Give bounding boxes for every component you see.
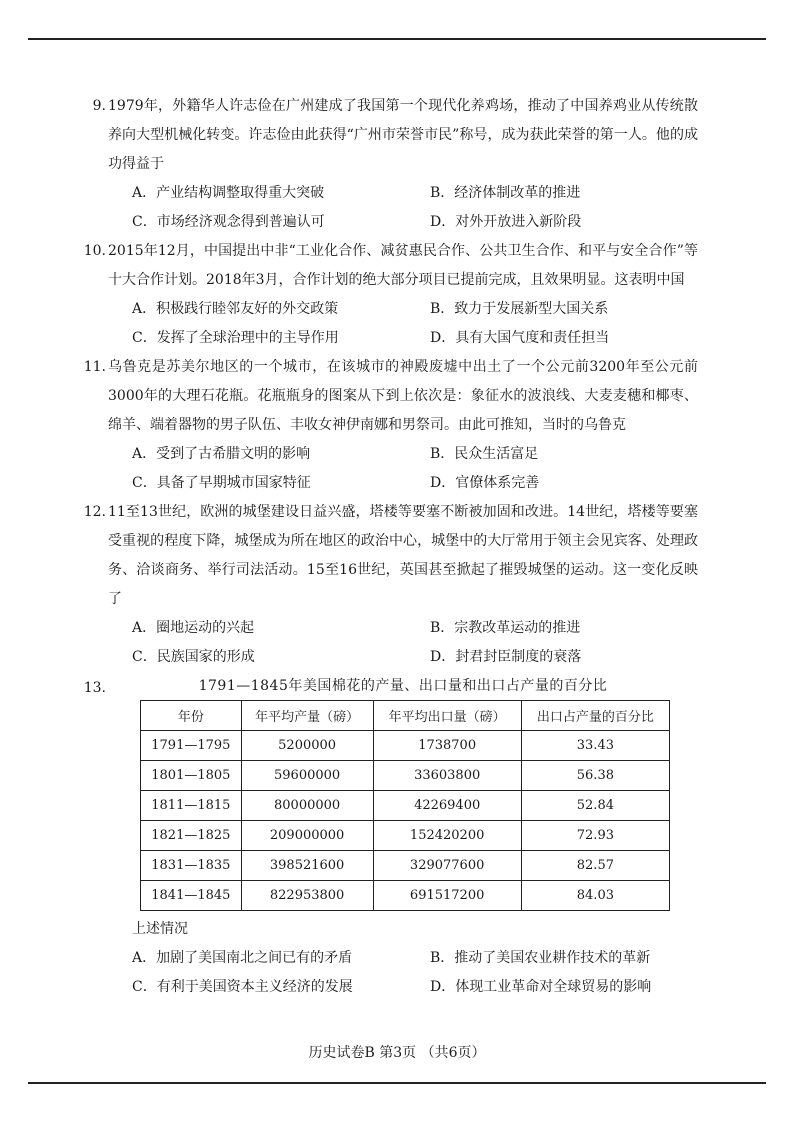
cell-percent: 82.57 — [521, 851, 669, 881]
question-10 — [83, 237, 698, 295]
question-11 — [83, 353, 698, 440]
table-row — [141, 791, 670, 821]
option-a[interactable]: A．产业结构调整取得重大突破 — [132, 185, 325, 201]
question-10-options — [132, 295, 698, 353]
cotton-table — [140, 700, 670, 911]
option-a[interactable]: A．受到了古希腊文明的影响 — [132, 446, 311, 462]
option-c[interactable]: C．市场经济观念得到普遍认可 — [132, 214, 325, 230]
option-a[interactable]: A．积极践行睦邻友好的外交政策 — [132, 301, 339, 317]
header-production: 年平均产量（磅） — [241, 701, 373, 731]
table-header-row — [141, 701, 670, 731]
header-year: 年份 — [141, 701, 242, 731]
option-b[interactable]: B．民众生活富足 — [430, 446, 539, 462]
question-12-options — [132, 614, 698, 672]
option-d[interactable]: D．官僚体系完善 — [430, 475, 540, 491]
cell-export: 691517200 — [373, 881, 521, 911]
option-c[interactable]: C．发挥了全球治理中的主导作用 — [132, 330, 339, 346]
question-12 — [83, 498, 698, 614]
question-stem: 乌鲁克是苏美尔地区的一个城市，在该城市的神殿废墟中出土了一个公元前3200年至公元前3000年的大理石花瓶。花瓶瓶身的图案从下到上依次是：象征水的波浪线、大麦麦穗和椰枣、绵羊、端着器物的男子队伍、丰收女神伊南娜和男祭司。由此可推知，当时的乌鲁克 — [108, 359, 698, 433]
question-13-options — [132, 944, 698, 1002]
cell-percent: 56.38 — [521, 761, 669, 791]
header-export: 年平均出口量（磅） — [373, 701, 521, 731]
option-b[interactable]: B．宗教改革运动的推进 — [430, 620, 581, 636]
question-number: 9. — [92, 98, 106, 114]
option-d[interactable]: D．封君封臣制度的衰落 — [430, 649, 582, 665]
cell-production: 822953800 — [241, 881, 373, 911]
table-row — [141, 821, 670, 851]
cell-percent: 72.93 — [521, 821, 669, 851]
option-d[interactable]: D．体现工业革命对全球贸易的影响 — [430, 979, 652, 995]
option-c[interactable]: C．有利于美国资本主义经济的发展 — [132, 979, 353, 995]
option-c[interactable]: C．民族国家的形成 — [132, 649, 255, 665]
header-percent: 出口占产量的百分比 — [521, 701, 669, 731]
cell-year: 1831—1835 — [141, 851, 242, 881]
cell-export: 42269400 — [373, 791, 521, 821]
cell-year: 1791—1795 — [141, 731, 242, 761]
question-9 — [92, 92, 698, 179]
question-number: 11. — [83, 359, 106, 375]
question-13 — [83, 674, 698, 698]
option-a[interactable]: A．圈地运动的兴起 — [132, 620, 255, 636]
table-row — [141, 881, 670, 911]
cell-year: 1811—1815 — [141, 791, 242, 821]
question-13-prompt: 上述情况 — [132, 921, 188, 937]
cell-production: 5200000 — [241, 731, 373, 761]
bottom-rule — [28, 1082, 766, 1084]
cell-year: 1801—1805 — [141, 761, 242, 791]
page-footer: 历史试卷B 第3页 （共6页） — [308, 1045, 486, 1061]
cell-export: 152420200 — [373, 821, 521, 851]
table-row — [141, 761, 670, 791]
question-number: 13. — [83, 680, 106, 696]
cell-production: 59600000 — [241, 761, 373, 791]
option-b[interactable]: B．致力于发展新型大国关系 — [430, 301, 609, 317]
table-row — [141, 731, 670, 761]
table-row — [141, 851, 670, 881]
question-stem: 11至13世纪，欧洲的城堡建设日益兴盛，塔楼等要塞不断被加固和改进。14世纪，塔楼等要塞受重视的程度下降，城堡成为所在地区的政治中心，城堡中的大厅常用于领主会见宾客、处理政务、洽谈商务、举行司法活动。15至16世纪，英国甚至掀起了摧毁城堡的运动。这一变化反映了 — [108, 504, 698, 607]
cell-percent: 84.03 — [521, 881, 669, 911]
exam-content — [83, 92, 698, 1002]
cell-export: 33603800 — [373, 761, 521, 791]
question-11-options — [132, 440, 698, 498]
question-stem: 2015年12月，中国提出中非“工业化合作、减贫惠民合作、公共卫生合作、和平与安全合作”等十大合作计划。2018年3月，合作计划的绝大部分项目已提前完成，且效果明显。这表明中国 — [108, 243, 698, 288]
cell-production: 209000000 — [241, 821, 373, 851]
question-number: 10. — [83, 243, 106, 259]
option-d[interactable]: D．对外开放进入新阶段 — [430, 214, 582, 230]
cell-year: 1821—1825 — [141, 821, 242, 851]
option-a[interactable]: A．加剧了美国南北之间已有的矛盾 — [132, 950, 353, 966]
cell-percent: 33.43 — [521, 731, 669, 761]
cell-year: 1841—1845 — [141, 881, 242, 911]
cell-percent: 52.84 — [521, 791, 669, 821]
table-title: 1791—1845年美国棉花的产量、出口量和出口占产量的百分比 — [198, 678, 608, 694]
option-b[interactable]: B．经济体制改革的推进 — [430, 185, 581, 201]
option-d[interactable]: D．具有大国气度和责任担当 — [430, 330, 610, 346]
cell-export: 329077600 — [373, 851, 521, 881]
question-number: 12. — [83, 504, 106, 520]
cell-production: 398521600 — [241, 851, 373, 881]
top-rule — [28, 38, 766, 40]
option-c[interactable]: C．具备了早期城市国家特征 — [132, 475, 311, 491]
option-b[interactable]: B．推动了美国农业耕作技术的革新 — [430, 950, 651, 966]
cell-export: 1738700 — [373, 731, 521, 761]
question-9-options — [132, 179, 698, 237]
cell-production: 80000000 — [241, 791, 373, 821]
question-stem: 1979年，外籍华人许志俭在广州建成了我国第一个现代化养鸡场，推动了中国养鸡业从传统散养向大型机械化转变。许志俭由此获得“广州市荣誉市民”称号，成为获此荣誉的第一人。他的成功得益于 — [108, 98, 698, 172]
